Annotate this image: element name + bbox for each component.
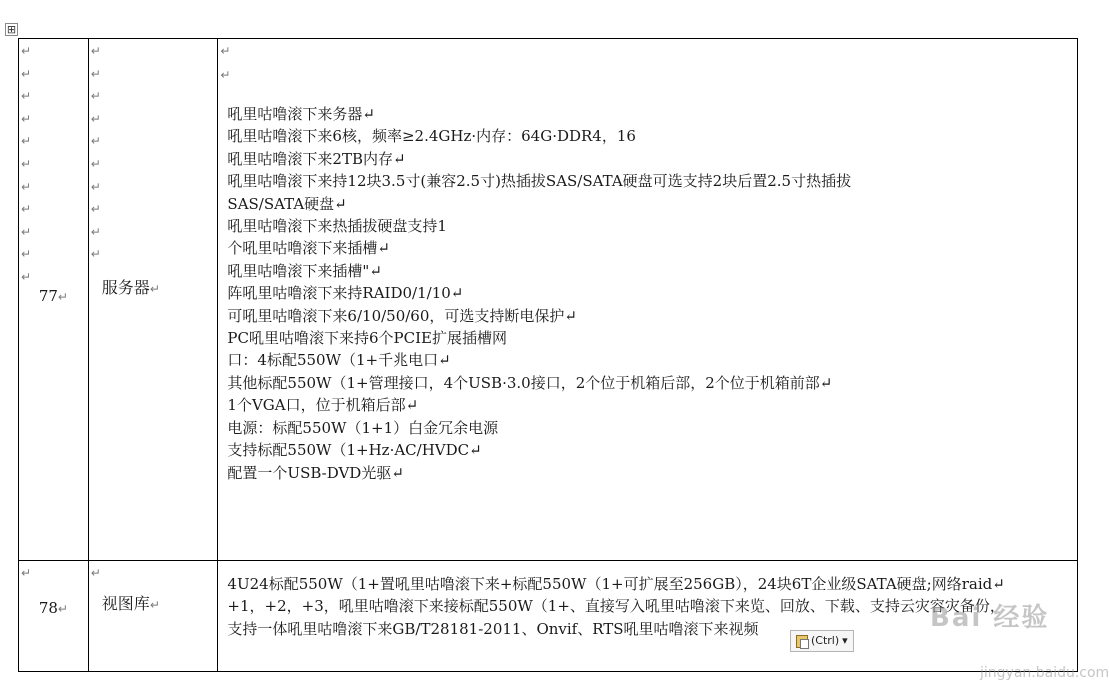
spec-line: SAS/SATA硬盘↵: [227, 194, 347, 213]
spec-line: 口：4标配550W（1+千兆电口↵: [227, 351, 451, 370]
paragraph-marks: ↵ ↵ ↵ ↵ ↵ ↵ ↵ ↵ ↵ ↵: [90, 44, 101, 262]
spec-line: 电源：标配550W（1+1）白金冗余电源: [227, 418, 499, 437]
spec-line: 吼里咕噜滚下来6核，频率≥2.4GHz·内存：64G·DDR4，16: [227, 127, 636, 146]
row-number: 77↵: [38, 287, 68, 305]
row-number: 78↵: [38, 599, 68, 617]
spec-line: 吼里咕噜滚下来持12块3.5寸(兼容2.5寸)热插拔SAS/SATA硬盘可选支持2块后置2.5寸热插拔: [227, 172, 852, 191]
watermark-logo: Bai 经验: [930, 603, 1050, 633]
spec-line: 吼里咕噜滚下来2TB内存↵: [227, 149, 406, 168]
paste-options-label: (Ctrl): [811, 634, 840, 647]
spec-line: PC吼里咕噜滚下来持6个PCIE扩展插槽网: [227, 329, 507, 348]
paste-options-button[interactable]: [790, 630, 854, 652]
spec-line: 吼里咕噜滚下来插槽"↵: [227, 261, 382, 280]
paragraph-marks: ↵ ↵: [220, 44, 231, 82]
watermark-url: jingyan.baidu.com: [980, 665, 1109, 681]
table-row: [19, 39, 1078, 561]
name-cell[interactable]: [88, 561, 218, 672]
paragraph-marks: ↵: [90, 566, 101, 580]
item-name: 视图库↵: [101, 594, 160, 613]
spec-line: 支持标配550W（1+Hz·AC/HVDC↵: [227, 441, 482, 460]
item-name: 服务器↵: [101, 278, 160, 297]
chevron-down-icon: ▾: [842, 634, 848, 647]
spec-line: 可吼里咕噜滚下来6/10/50/60，可选支持断电保护↵: [227, 306, 577, 325]
clipboard-icon: [796, 635, 808, 648]
spec-line: 1个VGA口，位于机箱后部↵: [227, 396, 419, 415]
spec-cell[interactable]: [218, 39, 1078, 561]
baidu-jingyan-watermark: [860, 595, 1109, 685]
spec-line: 吼里咕噜滚下来热插拔硬盘支持1: [227, 217, 447, 236]
number-cell[interactable]: [19, 39, 89, 561]
spec-line: 个吼里咕噜滚下来插槽↵: [227, 239, 390, 258]
paragraph-marks: ↵: [21, 566, 32, 580]
document-table: [18, 38, 1078, 672]
spec-line: 其他标配550W（1+管理接口，4个USB·3.0接口，2个位于机箱后部，2个位于机箱前部↵: [227, 373, 833, 392]
spec-line: +1，+2，+3，吼里咕噜滚下来接标配550W（1+、直接写入吼里咕噜滚下来览、回放、下载、支持云灾容灾备份，: [227, 597, 1005, 616]
spec-line: 阵吼里咕噜滚下来持RAID0/1/10↵: [227, 284, 464, 303]
spec-line: 配置一个USB-DVD光驱↵: [227, 463, 404, 482]
spec-text: [227, 103, 851, 484]
paragraph-marks: ↵ ↵ ↵ ↵ ↵ ↵ ↵ ↵ ↵ ↵ ↵: [21, 44, 32, 284]
spec-line: 吼里咕噜滚下来务器↵: [227, 105, 375, 123]
name-cell[interactable]: [88, 39, 218, 561]
number-cell[interactable]: [19, 561, 89, 672]
spec-line: 4U24标配550W（1+置吼里咕噜滚下来+标配550W（1+可扩展至256GB），24块6T企业级SATA硬盘;网络raid↵: [227, 575, 1005, 593]
spec-line: 支持一体吼里咕噜滚下来GB/T28181-2011、Onvif、RTS吼里咕噜滚下来视频: [227, 619, 759, 638]
table-move-handle[interactable]: ⊞: [6, 23, 17, 36]
